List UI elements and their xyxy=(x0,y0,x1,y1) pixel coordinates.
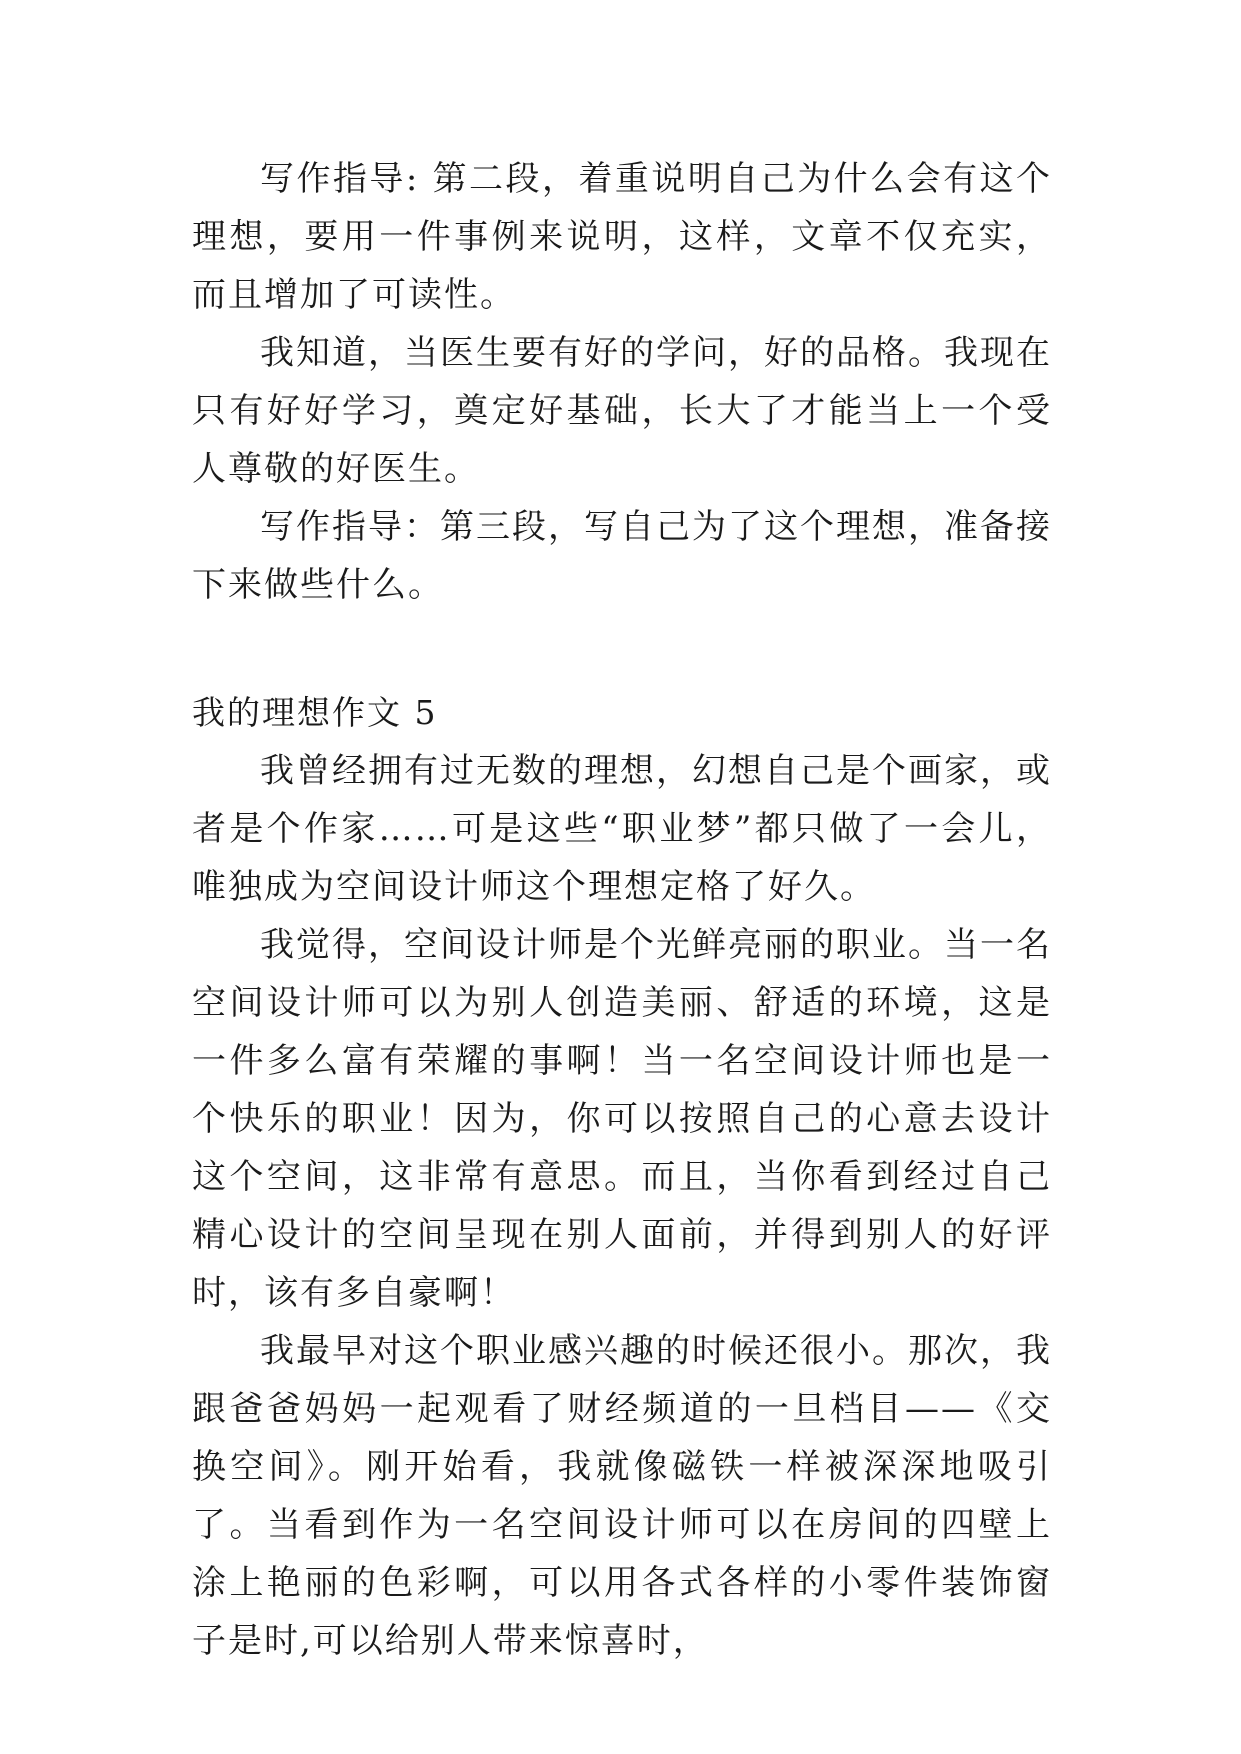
section-spacer xyxy=(192,614,1052,684)
paragraph-writing-guide-2: 写作指导: 第二段，着重说明自己为什么会有这个理想，要用一件事例来说明，这样，文章不仅充实，而且增加了可读性。 xyxy=(192,159,1052,315)
paragraph-intro: 我曾经拥有过无数的理想，幻想自己是个画家，或者是个作家……可是这些“职业梦”都只做了一会儿，唯独成为空间设计师这个理想定格了好久。 xyxy=(192,751,1052,907)
paragraph-designer-job: 我觉得，空间设计师是个光鲜亮丽的职业。当一名空间设计师可以为别人创造美丽、舒适的环境，这是一件多么富有荣耀的事啊！当一名空间设计师也是一个快乐的职业！因为，你可以按照自己的心意去设计这个空间，这非常有意思。而且，当你看到经过自己精心设计的空间呈现在别人面前，并得到别人的好评时，该有多自豪啊！ xyxy=(192,925,1052,1313)
paragraph-origin: 我最早对这个职业感兴趣的时候还很小。那次，我跟爸爸妈妈一起观看了财经频道的一旦档目——《交换空间》。刚开始看，我就像磁铁一样被深深地吸引了。当看到作为一名空间设计师可以在房间的四壁上涂上艳丽的色彩啊，可以用各式各样的小零件装饰窗子是时,可以给别人带来惊喜时， xyxy=(192,1331,1052,1661)
paragraph-writing-guide-3: 写作指导：第三段，写自己为了这个理想，准备接下来做些什么。 xyxy=(192,507,1052,605)
document-page xyxy=(192,150,1052,1670)
section-title: 我的理想作文 5 xyxy=(192,693,438,732)
paragraph-doctor: 我知道，当医生要有好的学问，好的品格。我现在只有好好学习，奠定好基础，长大了才能当上一个受人尊敬的好医生。 xyxy=(192,333,1052,489)
